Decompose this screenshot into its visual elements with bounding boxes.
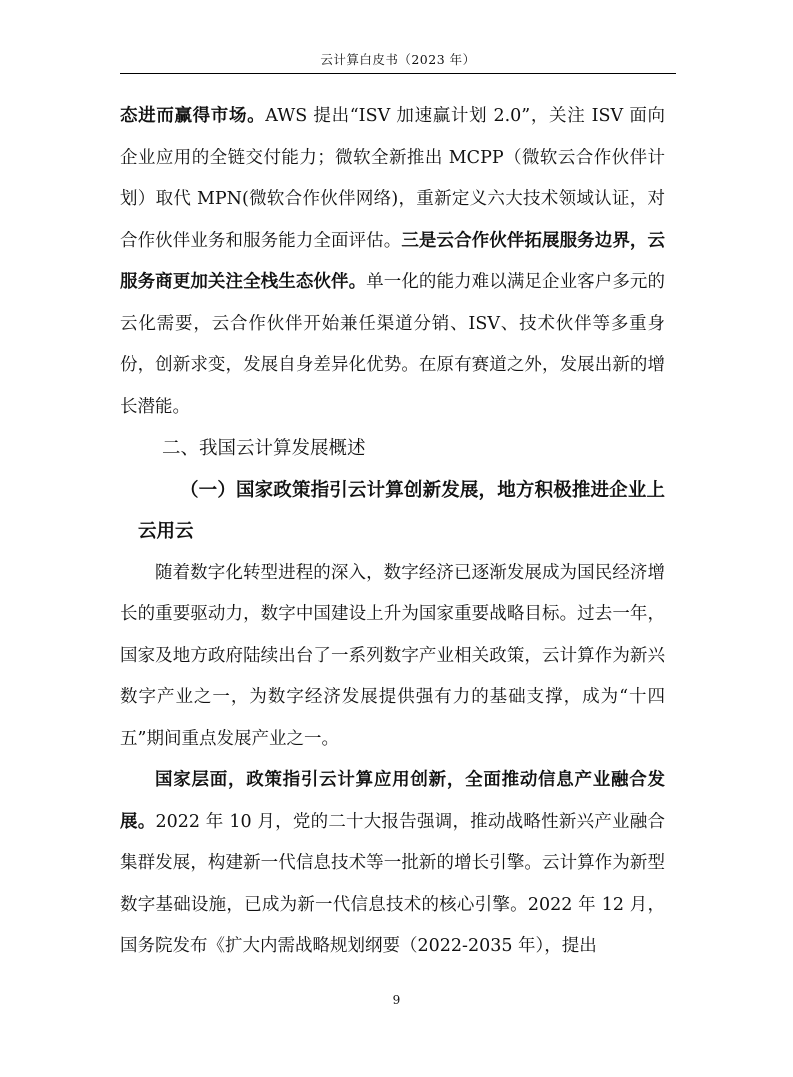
paragraph-partners [120,96,665,428]
section-heading: 二、我国云计算发展概述 [162,438,366,459]
running-header: 云计算白皮书（2023 年） [320,52,476,67]
page-body [120,96,665,968]
bold-phrase-market: 态进而赢得市场。 [120,106,266,126]
page-number: 9 [392,993,401,1007]
bold-phrase-national-level: 国家层面，政策指引云计算应用创新，全面推动信息产业融合发展。 [120,770,665,832]
paragraph-text-policy-details: 2022 年 10 月，党的二十大报告强调，推动战略性新兴产业融合集群发展，构建新一代信息技术等一批新的增长引擎。云计算作为新型数字基础设施，已成为新一代信息技术的核心引擎。2022 年 12 月，国务院发布《扩大内需战略规划纲要（2022-2035 年），提出 [120,811,665,956]
bold-phrase-third-point: 三是云合作伙伴拓展服务边界，云服务商更加关注全栈生态伙伴。 [120,230,666,292]
paragraph-digital-economy: 随着数字化转型进程的深入，数字经济已逐渐发展成为国民经济增长的重要驱动力，数字中国建设上升为国家重要战略目标。过去一年，国家及地方政府陆续出台了一系列数字产业相关政策，云计算作为新兴数字产业之一，为数字经济发展提供强有力的基础支撑，成为“十四五”期间重点发展产业之一。 [120,562,665,749]
paragraph-national-policy [120,760,665,968]
header-divider [120,73,676,74]
paragraph-text-partner-roles: 单一化的能力难以满足企业客户多元的云化需要，云合作伙伴开始兼任渠道分销、ISV、技术伙伴等多重身份，创新求变，发展自身差异化优势。在原有赛道之外，发展出新的增长潜能。 [120,272,666,417]
paragraph-text-aws-microsoft: AWS 提出“ISV 加速赢计划 2.0”，关注 ISV 面向企业应用的全链交付能力；微软全新推出 MCPP（微软云合作伙伴计划）取代 MPN(微软合作伙伴网络)，重新定义六大技术领域认证，对合作伙伴业务和服务能力全面评估。 [120,106,665,251]
subsection-heading: （一）国家政策指引云计算创新发展，地方积极推进企业上云用云 [138,479,665,542]
